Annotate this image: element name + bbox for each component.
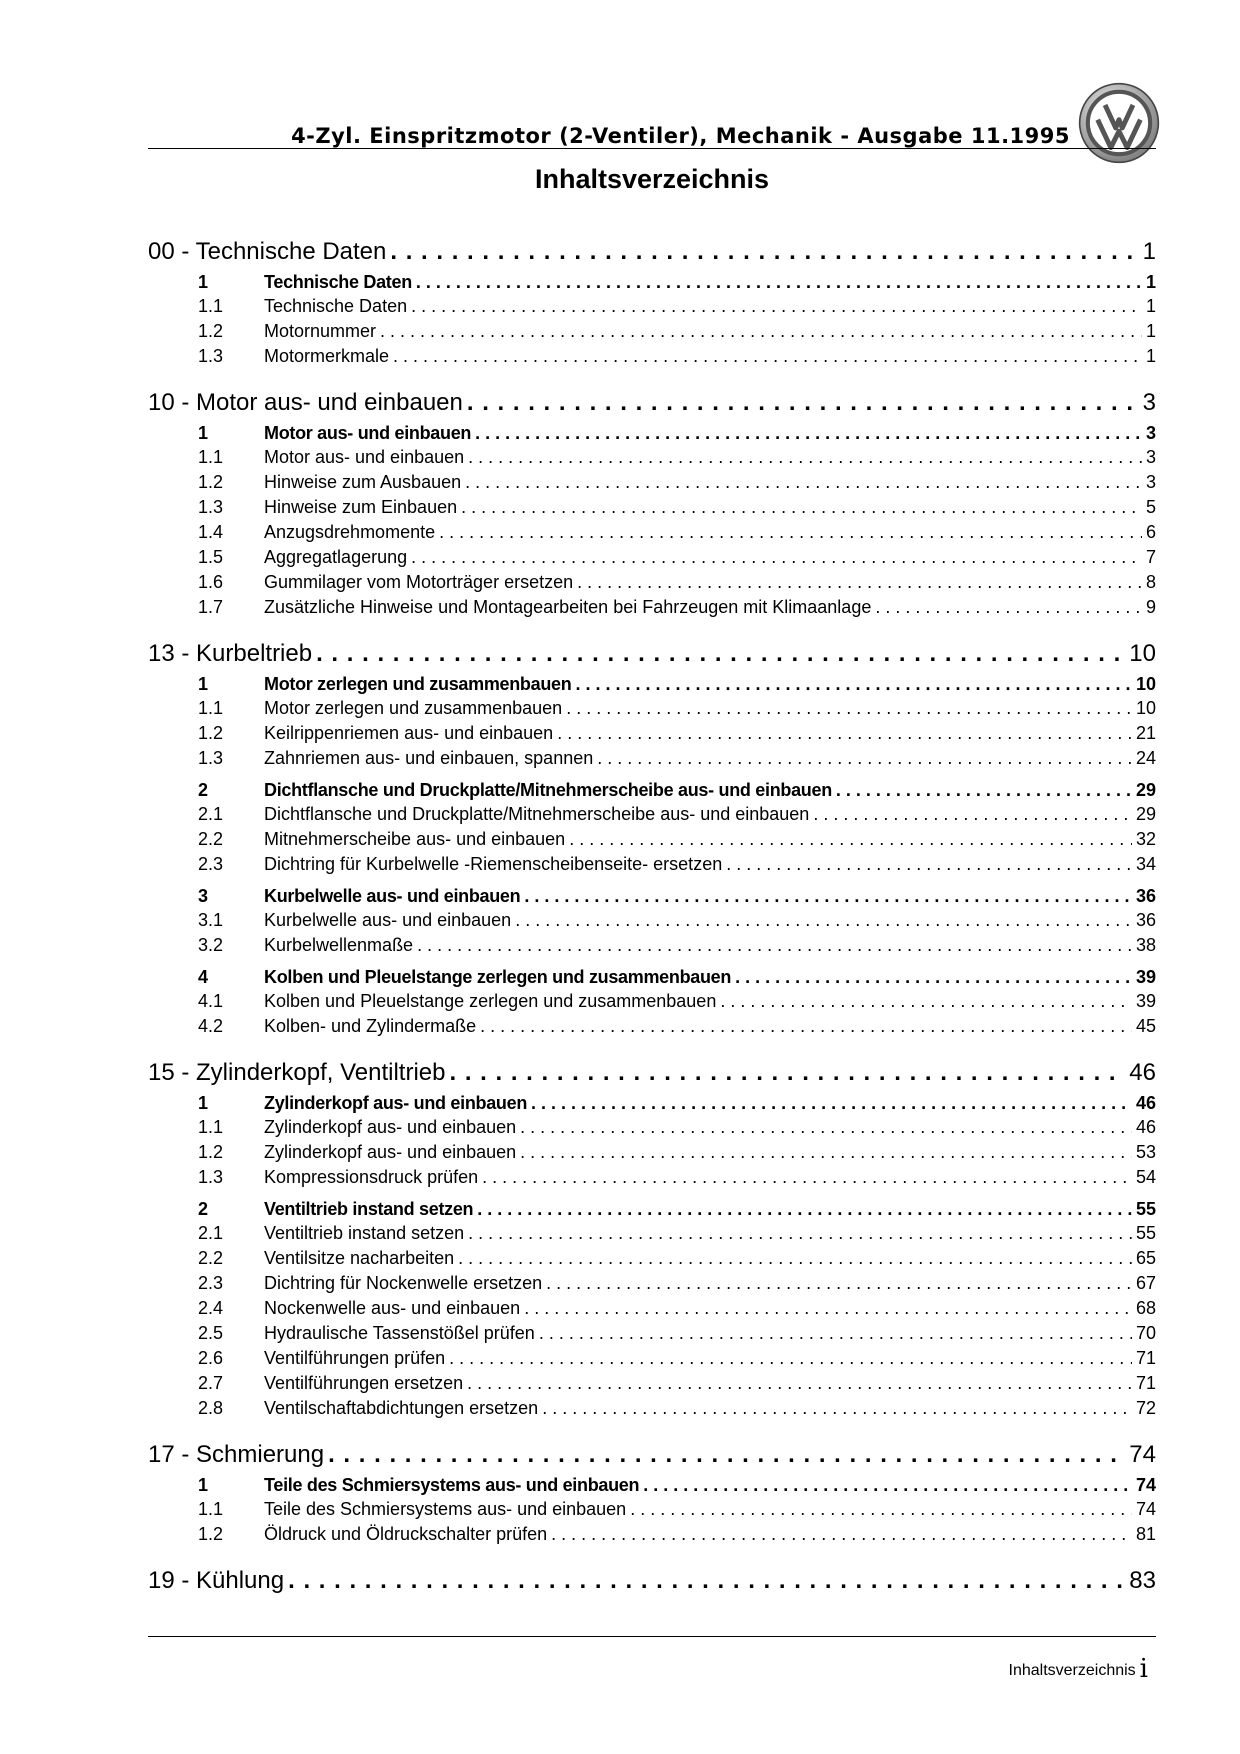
toc-page-number: 67 — [1135, 1273, 1156, 1293]
toc-section[interactable] — [148, 272, 1156, 296]
toc-section[interactable] — [148, 967, 1156, 991]
footer-rule — [148, 1636, 1156, 1637]
toc-entry-label: 15 - Zylinderkopf, Ventiltrieb — [148, 1059, 446, 1086]
toc-leader-dots — [439, 522, 1142, 543]
toc-page-number: 74 — [1135, 1475, 1156, 1495]
page-title: Inhaltsverzeichnis — [534, 164, 770, 194]
toc-page-number: 46 — [1129, 1059, 1156, 1086]
toc-sub[interactable] — [148, 597, 1156, 622]
toc-leader-dots — [524, 1298, 1132, 1319]
toc-leader-dots — [480, 1016, 1132, 1037]
toc-sub[interactable] — [148, 522, 1156, 547]
toc-entry-label: Motor zerlegen und zusammenbauen — [264, 674, 572, 694]
toc-entry-number: 1.1 — [198, 1117, 224, 1137]
footer-page-number: i — [1139, 1654, 1148, 1684]
toc-entry-number: 1.2 — [198, 321, 224, 341]
toc-sub[interactable] — [148, 346, 1156, 371]
toc-section[interactable] — [148, 1093, 1156, 1117]
toc-entry-number: 1 — [198, 674, 209, 694]
toc-entry-label: Motor zerlegen und zusammenbauen — [264, 698, 563, 718]
toc-leader-dots — [465, 472, 1142, 493]
toc-entry-number: 1.3 — [198, 346, 224, 366]
toc-page-number: 70 — [1135, 1323, 1156, 1343]
toc-leader-dots — [316, 640, 1125, 668]
toc-sub[interactable] — [148, 1142, 1156, 1167]
toc-sub[interactable] — [148, 1117, 1156, 1142]
toc-entry-label: Zylinderkopf aus- und einbauen — [264, 1093, 528, 1113]
toc-entry-label: Anzugsdrehmomente — [264, 522, 436, 542]
toc-page-number: 3 — [1145, 447, 1156, 467]
toc-leader-dots — [417, 935, 1132, 956]
toc-entry-label: Ventiltrieb instand setzen — [264, 1199, 474, 1219]
toc-entry-number: 1.1 — [198, 1499, 224, 1519]
toc-section[interactable] — [148, 423, 1156, 447]
toc-entry-number: 1.5 — [198, 547, 224, 567]
toc-entry-number: 1.2 — [198, 723, 224, 743]
toc-page-number: 5 — [1145, 497, 1156, 517]
toc-sub[interactable] — [148, 1398, 1156, 1423]
toc-entry-label: Technische Daten — [264, 272, 412, 292]
toc-page-number: 45 — [1135, 1016, 1156, 1036]
toc-entry-label: Kompressionsdruck prüfen — [264, 1167, 479, 1187]
toc-entry-number: 1.4 — [198, 522, 224, 542]
toc-entry-label: Mitnehmerscheibe aus- und einbauen — [264, 829, 566, 849]
toc-sub[interactable] — [148, 1348, 1156, 1373]
toc-entry-label: Motornummer — [264, 321, 377, 341]
toc-leader-dots — [539, 1323, 1132, 1344]
toc-entry-number: 1.2 — [198, 1142, 224, 1162]
toc-entry-number: 1.1 — [198, 698, 224, 718]
toc-leader-dots — [735, 967, 1132, 988]
toc-sub[interactable] — [148, 748, 1156, 773]
toc-page-number: 7 — [1145, 547, 1156, 567]
toc-leader-dots — [411, 547, 1142, 568]
toc-entry-label: Öldruck und Öldruckschalter prüfen — [264, 1524, 548, 1544]
toc-page-number: 74 — [1129, 1441, 1156, 1468]
toc-entry-number: 1 — [198, 1093, 209, 1113]
toc-leader-dots — [449, 1348, 1132, 1369]
toc-leader-dots — [531, 1093, 1132, 1114]
toc-entry-label: Kolben- und Zylindermaße — [264, 1016, 477, 1036]
toc-page-number: 55 — [1135, 1223, 1156, 1243]
toc-section[interactable] — [148, 1475, 1156, 1499]
toc-page-number: 1 — [1145, 296, 1156, 316]
toc-entry-label: Zahnriemen aus- und einbauen, spannen — [264, 748, 594, 768]
toc-entry-label: Ventilschaftabdichtungen ersetzen — [264, 1398, 539, 1418]
toc-entry-label: Ventilführungen ersetzen — [264, 1373, 464, 1393]
toc-entry-label: Kolben und Pleuelstange zerlegen und zusammenbauen — [264, 967, 732, 987]
toc-section[interactable] — [148, 886, 1156, 910]
toc-page-number: 54 — [1135, 1167, 1156, 1187]
vw-logo-icon — [1078, 82, 1160, 164]
toc-page-number: 1 — [1145, 346, 1156, 366]
toc-page-number: 10 — [1135, 674, 1156, 694]
toc-entry-label: Kurbelwelle aus- und einbauen — [264, 886, 521, 906]
toc-leader-dots — [380, 321, 1142, 342]
toc-entry-number: 2.8 — [198, 1398, 224, 1418]
toc-entry-label: Ventiltrieb instand setzen — [264, 1223, 465, 1243]
toc-leader-dots — [597, 748, 1132, 769]
toc-entry-label: Dichtring für Kurbelwelle -Riemenscheibenseite- ersetzen — [264, 854, 723, 874]
toc-entry-number: 1.1 — [198, 447, 224, 467]
toc-sub[interactable] — [148, 447, 1156, 472]
toc-leader-dots — [328, 1441, 1125, 1469]
toc-entry-number: 2.3 — [198, 854, 224, 874]
toc-leader-dots — [577, 572, 1142, 593]
toc-entry-label: Hinweise zum Ausbauen — [264, 472, 462, 492]
toc-page-number: 34 — [1135, 854, 1156, 874]
toc-page-number: 3 — [1145, 472, 1156, 492]
toc-entry-number: 3 — [198, 886, 209, 906]
toc-page-number: 21 — [1135, 723, 1156, 743]
toc-leader-dots — [630, 1499, 1132, 1520]
toc-leader-dots — [416, 272, 1142, 293]
toc-sub[interactable] — [148, 1499, 1156, 1524]
toc-entry-label: Hydraulische Tassenstößel prüfen — [264, 1323, 535, 1343]
toc-page-number: 3 — [1145, 423, 1156, 443]
toc-leader-dots — [468, 1223, 1132, 1244]
toc-entry-number: 1 — [198, 272, 209, 292]
toc-leader-dots — [411, 296, 1142, 317]
toc-leader-dots — [449, 1059, 1125, 1087]
toc-leader-dots — [477, 1199, 1132, 1220]
toc-entry-label: Dichtflansche und Druckplatte/Mitnehmerscheibe aus- und einbauen — [264, 780, 832, 800]
toc-entry-label: Ventilführungen prüfen — [264, 1348, 446, 1368]
toc-entry-label: Dichtring für Nockenwelle ersetzen — [264, 1273, 543, 1293]
toc-leader-dots — [468, 447, 1142, 468]
toc-entry-label: Teile des Schmiersystems aus- und einbauen — [264, 1475, 640, 1495]
toc-chapter[interactable] — [148, 1567, 1156, 1597]
toc-page-number: 24 — [1135, 748, 1156, 768]
toc-sub[interactable] — [148, 1298, 1156, 1323]
toc-entry-label: Ventilsitze nacharbeiten — [264, 1248, 455, 1268]
toc-sub[interactable] — [148, 1323, 1156, 1348]
toc-page-number: 10 — [1135, 698, 1156, 718]
toc-leader-dots — [551, 1524, 1132, 1545]
toc-sub[interactable] — [148, 1524, 1156, 1549]
toc-sub[interactable] — [148, 935, 1156, 960]
toc-page-number: 68 — [1135, 1298, 1156, 1318]
toc-page-number: 8 — [1145, 572, 1156, 592]
toc-page-number: 3 — [1142, 389, 1156, 416]
toc-entry-number: 1.2 — [198, 472, 224, 492]
toc-entry-number: 4.2 — [198, 1016, 224, 1036]
toc-leader-dots — [813, 804, 1132, 825]
toc-sub[interactable] — [148, 854, 1156, 879]
toc-leader-dots — [546, 1273, 1132, 1294]
toc-page-number: 1 — [1142, 238, 1156, 265]
toc-leader-dots — [575, 674, 1132, 695]
toc-page-number: 65 — [1135, 1248, 1156, 1268]
toc-entry-number: 1.3 — [198, 497, 224, 517]
toc-page-number: 29 — [1135, 780, 1156, 800]
toc-page-number: 36 — [1135, 886, 1156, 906]
toc-entry-number: 2.1 — [198, 1223, 224, 1243]
toc-page-number: 9 — [1145, 597, 1156, 617]
toc-entry-number: 2.1 — [198, 804, 224, 824]
toc-entry-number: 1.7 — [198, 597, 224, 617]
toc-section[interactable] — [148, 674, 1156, 698]
toc-sub[interactable] — [148, 991, 1156, 1016]
toc-sub[interactable] — [148, 829, 1156, 854]
toc-chapter[interactable] — [148, 640, 1156, 670]
toc-leader-dots — [542, 1398, 1132, 1419]
toc-entry-label: Motor aus- und einbauen — [264, 447, 465, 467]
toc-page-number: 36 — [1135, 910, 1156, 930]
toc-page-number: 29 — [1135, 804, 1156, 824]
toc-page-number: 32 — [1135, 829, 1156, 849]
toc-leader-dots — [524, 886, 1132, 907]
toc-sub[interactable] — [148, 321, 1156, 346]
toc-sub[interactable] — [148, 296, 1156, 321]
toc-leader-dots — [288, 1567, 1125, 1595]
toc-sub[interactable] — [148, 910, 1156, 935]
toc-page-number: 71 — [1135, 1373, 1156, 1393]
toc-entry-number: 2 — [198, 780, 209, 800]
toc-entry-number: 2.2 — [198, 1248, 224, 1268]
toc-page-number: 1 — [1145, 272, 1156, 292]
toc-entry-label: Keilrippenriemen aus- und einbauen — [264, 723, 554, 743]
toc-leader-dots — [875, 597, 1142, 618]
toc-leader-dots — [566, 698, 1132, 719]
toc-entry-label: Kurbelwelle aus- und einbauen — [264, 910, 512, 930]
toc-sub[interactable] — [148, 1373, 1156, 1398]
toc-sub[interactable] — [148, 497, 1156, 522]
toc-leader-dots — [557, 723, 1132, 744]
toc-entry-number: 2.3 — [198, 1273, 224, 1293]
toc-section[interactable] — [148, 1199, 1156, 1223]
toc-page-number: 10 — [1129, 640, 1156, 667]
toc-entry-label: Teile des Schmiersystems aus- und einbauen — [264, 1499, 627, 1519]
toc-entry-number: 1.6 — [198, 572, 224, 592]
toc-page-number: 71 — [1135, 1348, 1156, 1368]
toc-entry-number: 1 — [198, 423, 209, 443]
toc-page-number: 6 — [1145, 522, 1156, 542]
toc-entry-number: 2.2 — [198, 829, 224, 849]
toc-entry-label: Technische Daten — [264, 296, 408, 316]
toc-entry-number: 1.3 — [198, 1167, 224, 1187]
toc-entry-label: Zylinderkopf aus- und einbauen — [264, 1142, 517, 1162]
toc-page-number: 81 — [1135, 1524, 1156, 1544]
toc-page-number: 38 — [1135, 935, 1156, 955]
toc-entry-label: Gummilager vom Motorträger ersetzen — [264, 572, 574, 592]
toc-leader-dots — [515, 910, 1132, 931]
toc-leader-dots — [390, 238, 1138, 266]
toc-entry-label: 10 - Motor aus- und einbauen — [148, 389, 463, 416]
toc-entry-label: Zusätzliche Hinweise und Montagearbeiten bei Fahrzeugen mit Klimaanlage — [264, 597, 872, 617]
header-rule — [148, 148, 1156, 149]
toc-sub[interactable] — [148, 1016, 1156, 1041]
footer — [148, 1654, 1148, 1684]
toc-page-number: 74 — [1135, 1499, 1156, 1519]
toc-leader-dots — [520, 1142, 1132, 1163]
toc-section[interactable] — [148, 780, 1156, 804]
toc-leader-dots — [836, 780, 1132, 801]
toc-entry-label: Hinweise zum Einbauen — [264, 497, 458, 517]
toc-leader-dots — [475, 423, 1142, 444]
toc-entry-label: Aggregatlagerung — [264, 547, 408, 567]
toc-entry-label: 13 - Kurbeltrieb — [148, 640, 313, 667]
toc-leader-dots — [461, 497, 1142, 518]
toc-page-number: 55 — [1135, 1199, 1156, 1219]
toc-page-number: 46 — [1135, 1117, 1156, 1137]
toc-entry-number: 1.2 — [198, 1524, 224, 1544]
table-of-contents — [148, 232, 1156, 1597]
header-title: 4-Zyl. Einspritzmotor (2-Ventiler), Mechanik - Ausgabe 11.1995 — [291, 124, 1070, 148]
toc-leader-dots — [569, 829, 1132, 850]
toc-entry-number: 1.3 — [198, 748, 224, 768]
toc-entry-label: Nockenwelle aus- und einbauen — [264, 1298, 521, 1318]
toc-entry-label: Motor aus- und einbauen — [264, 423, 472, 443]
toc-leader-dots — [467, 389, 1139, 417]
toc-entry-number: 2 — [198, 1199, 209, 1219]
toc-entry-label: Zylinderkopf aus- und einbauen — [264, 1117, 517, 1137]
toc-sub[interactable] — [148, 472, 1156, 497]
toc-entry-number: 4 — [198, 967, 209, 987]
toc-leader-dots — [393, 346, 1142, 367]
toc-entry-label: Kurbelwellenmaße — [264, 935, 414, 955]
toc-chapter[interactable] — [148, 238, 1156, 268]
toc-entry-label: 19 - Kühlung — [148, 1567, 285, 1594]
toc-entry-label: 17 - Schmierung — [148, 1441, 325, 1468]
toc-page-number: 46 — [1135, 1093, 1156, 1113]
toc-entry-label: Motormerkmale — [264, 346, 390, 366]
toc-leader-dots — [726, 854, 1132, 875]
toc-entry-number: 2.4 — [198, 1298, 224, 1318]
toc-chapter[interactable] — [148, 1441, 1156, 1471]
toc-page-number: 53 — [1135, 1142, 1156, 1162]
toc-entry-number: 1.1 — [198, 296, 224, 316]
toc-leader-dots — [520, 1117, 1132, 1138]
toc-entry-number: 2.6 — [198, 1348, 224, 1368]
toc-sub[interactable] — [148, 572, 1156, 597]
footer-label: Inhaltsverzeichnis — [1008, 1662, 1136, 1679]
toc-entry-number: 2.5 — [198, 1323, 224, 1343]
toc-sub[interactable] — [148, 804, 1156, 829]
toc-sub[interactable] — [148, 698, 1156, 723]
toc-entry-label: 00 - Technische Daten — [148, 238, 387, 265]
toc-entry-number: 2.7 — [198, 1373, 224, 1393]
toc-sub[interactable] — [148, 1223, 1156, 1248]
toc-page-number: 39 — [1135, 967, 1156, 987]
toc-leader-dots — [458, 1248, 1132, 1269]
toc-sub[interactable] — [148, 1273, 1156, 1298]
toc-page-number: 1 — [1145, 321, 1156, 341]
toc-entry-label: Dichtflansche und Druckplatte/Mitnehmerscheibe aus- und einbauen — [264, 804, 810, 824]
toc-chapter[interactable] — [148, 389, 1156, 419]
toc-leader-dots — [482, 1167, 1132, 1188]
toc-sub[interactable] — [148, 723, 1156, 748]
toc-entry-number: 3.1 — [198, 910, 224, 930]
toc-entry-number: 4.1 — [198, 991, 224, 1011]
toc-leader-dots — [720, 991, 1132, 1012]
toc-sub[interactable] — [148, 547, 1156, 572]
toc-page-number: 39 — [1135, 991, 1156, 1011]
toc-sub[interactable] — [148, 1167, 1156, 1192]
toc-chapter[interactable] — [148, 1059, 1156, 1089]
toc-sub[interactable] — [148, 1248, 1156, 1273]
toc-leader-dots — [467, 1373, 1132, 1394]
toc-entry-label: Kolben und Pleuelstange zerlegen und zusammenbauen — [264, 991, 717, 1011]
toc-page-number: 72 — [1135, 1398, 1156, 1418]
toc-entry-number: 3.2 — [198, 935, 224, 955]
toc-leader-dots — [643, 1475, 1132, 1496]
toc-entry-number: 1 — [198, 1475, 209, 1495]
toc-page-number: 83 — [1129, 1567, 1156, 1594]
